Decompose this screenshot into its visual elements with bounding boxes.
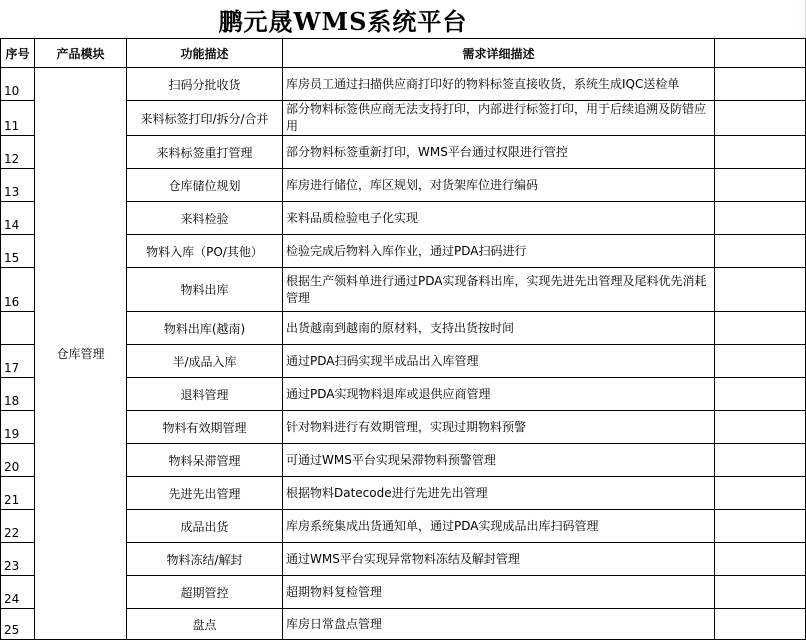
header-description[interactable]: 需求详细描述 [283, 39, 715, 68]
cell-seq[interactable]: 11 [1, 101, 35, 136]
cell-extra[interactable] [715, 543, 806, 576]
cell-extra[interactable] [715, 68, 806, 101]
cell-extra[interactable] [715, 136, 806, 169]
cell-seq[interactable]: 22 [1, 510, 35, 543]
header-seq[interactable]: 序号 [1, 39, 35, 68]
header-module[interactable]: 产品模块 [35, 39, 127, 68]
cell-seq[interactable] [1, 312, 35, 345]
cell-extra[interactable] [715, 169, 806, 202]
cell-description[interactable]: 部分物料标签重新打印，WMS平台通过权限进行管控 [283, 136, 715, 169]
cell-seq[interactable]: 15 [1, 235, 35, 268]
cell-extra[interactable] [715, 444, 806, 477]
title-row [0, 0, 806, 38]
cell-seq[interactable]: 17 [1, 345, 35, 378]
cell-function[interactable]: 物料有效期管理 [127, 411, 283, 444]
cell-description[interactable]: 库房员工通过扫描供应商打印好的物料标签直接收货，系统生成IQC送检单 [283, 68, 715, 101]
cell-module[interactable]: 仓库管理 [35, 68, 127, 640]
cell-function[interactable]: 超期管控 [127, 576, 283, 609]
cell-function[interactable]: 仓库储位规划 [127, 169, 283, 202]
cell-description[interactable]: 根据生产领料单进行通过PDA实现备料出库，实现先进先出管理及尾料优先消耗管理 [283, 268, 715, 312]
cell-function[interactable]: 先进先出管理 [127, 477, 283, 510]
cell-extra[interactable] [715, 101, 806, 136]
cell-description[interactable]: 出货越南到越南的原材料，支持出货按时间 [283, 312, 715, 345]
table-row [1, 68, 806, 101]
header-function[interactable]: 功能描述 [127, 39, 283, 68]
cell-description[interactable]: 通过PDA实现物料退库或退供应商管理 [283, 378, 715, 411]
cell-extra[interactable] [715, 477, 806, 510]
cell-function[interactable]: 成品出货 [127, 510, 283, 543]
table-body [1, 68, 806, 640]
cell-function[interactable]: 物料出库 [127, 268, 283, 312]
cell-extra[interactable] [715, 268, 806, 312]
cell-seq[interactable]: 13 [1, 169, 35, 202]
header-extra[interactable] [715, 39, 806, 68]
cell-function[interactable]: 来料标签重打管理 [127, 136, 283, 169]
cell-seq[interactable]: 24 [1, 576, 35, 609]
cell-function[interactable]: 退料管理 [127, 378, 283, 411]
cell-seq[interactable]: 25 [1, 609, 35, 640]
cell-function[interactable]: 扫码分批收货 [127, 68, 283, 101]
cell-seq[interactable]: 14 [1, 202, 35, 235]
cell-description[interactable]: 通过WMS平台实现异常物料冻结及解封管理 [283, 543, 715, 576]
cell-extra[interactable] [715, 312, 806, 345]
sheet-title: 鹏元晟WMS系统平台 [218, 6, 468, 36]
cell-function[interactable]: 物料呆滞管理 [127, 444, 283, 477]
cell-description[interactable]: 部分物料标签供应商无法支持打印，内部进行标签打印，用于后续追溯及防错应用 [283, 101, 715, 136]
cell-extra[interactable] [715, 609, 806, 640]
cell-extra[interactable] [715, 235, 806, 268]
cell-description[interactable]: 通过PDA扫码实现半成品出入库管理 [283, 345, 715, 378]
cell-seq[interactable]: 20 [1, 444, 35, 477]
cell-extra[interactable] [715, 202, 806, 235]
cell-seq[interactable]: 21 [1, 477, 35, 510]
cell-seq[interactable]: 10 [1, 68, 35, 101]
cell-description[interactable]: 针对物料进行有效期管理，实现过期物料预警 [283, 411, 715, 444]
cell-description[interactable]: 来料品质检验电子化实现 [283, 202, 715, 235]
cell-description[interactable]: 检验完成后物料入库作业，通过PDA扫码进行 [283, 235, 715, 268]
cell-function[interactable]: 物料冻结/解封 [127, 543, 283, 576]
cell-description[interactable]: 库房进行储位，库区规划，对货架库位进行编码 [283, 169, 715, 202]
cell-seq[interactable]: 23 [1, 543, 35, 576]
cell-seq[interactable]: 19 [1, 411, 35, 444]
cell-function[interactable]: 半/成品入库 [127, 345, 283, 378]
cell-seq[interactable]: 18 [1, 378, 35, 411]
cell-extra[interactable] [715, 510, 806, 543]
cell-function[interactable]: 来料标签打印/拆分/合并 [127, 101, 283, 136]
cell-function[interactable]: 来料检验 [127, 202, 283, 235]
cell-extra[interactable] [715, 576, 806, 609]
header-row [1, 39, 806, 68]
cell-function[interactable]: 物料出库(越南) [127, 312, 283, 345]
cell-function[interactable]: 物料入库（PO/其他） [127, 235, 283, 268]
cell-description[interactable]: 可通过WMS平台实现呆滞物料预警管理 [283, 444, 715, 477]
cell-extra[interactable] [715, 345, 806, 378]
cell-description[interactable]: 库房日常盘点管理 [283, 609, 715, 640]
cell-description[interactable]: 库房系统集成出货通知单，通过PDA实现成品出库扫码管理 [283, 510, 715, 543]
cell-extra[interactable] [715, 411, 806, 444]
cell-description[interactable]: 根据物料Datecode进行先进先出管理 [283, 477, 715, 510]
cell-function[interactable]: 盘点 [127, 609, 283, 640]
cell-extra[interactable] [715, 378, 806, 411]
requirements-table [0, 38, 806, 640]
cell-description[interactable]: 超期物料复检管理 [283, 576, 715, 609]
cell-seq[interactable]: 12 [1, 136, 35, 169]
cell-seq[interactable]: 16 [1, 268, 35, 312]
